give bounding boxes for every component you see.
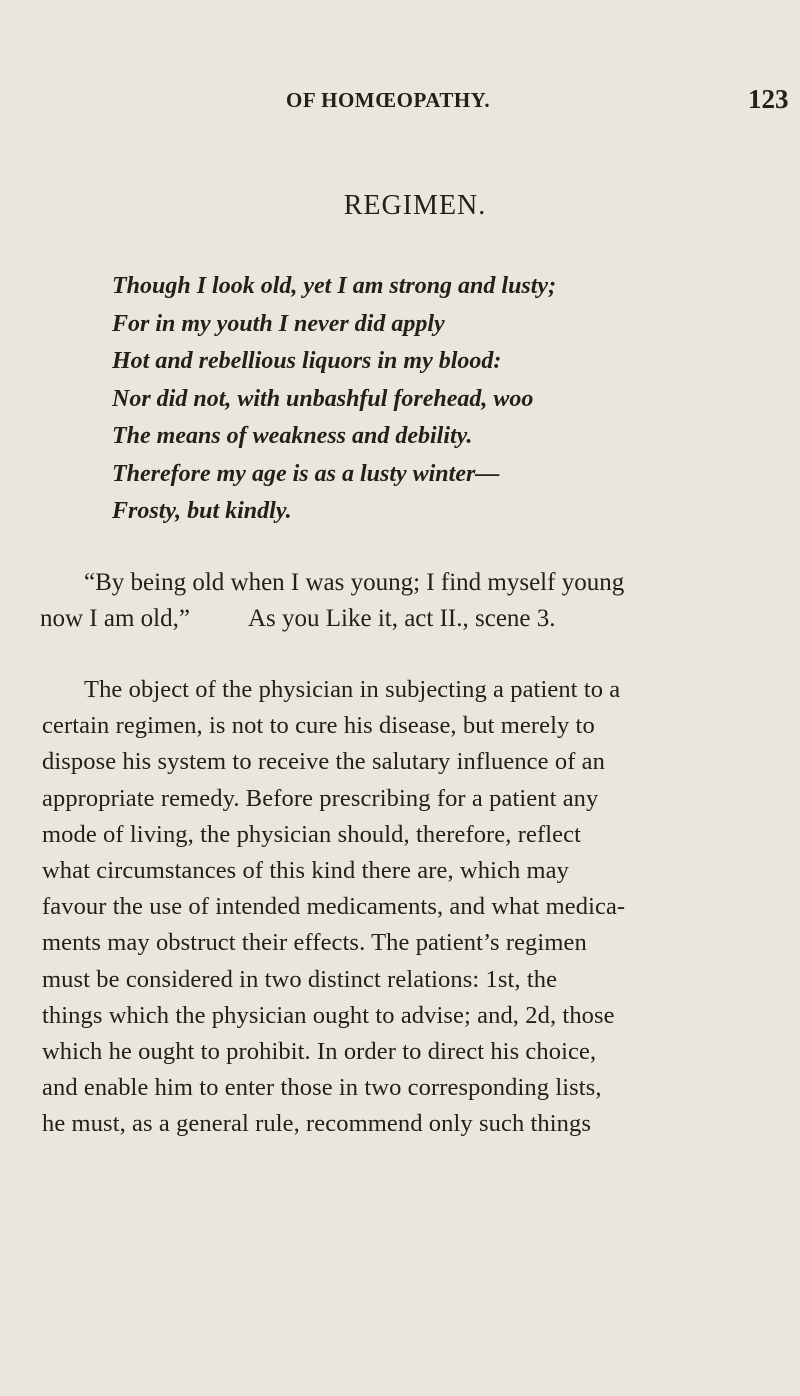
paragraph-line: mode of living, the physician should, therefore, reflect [42, 820, 581, 848]
paragraph-line: The object of the physician in subjecting a patient to a [84, 676, 621, 703]
quote-citation: As you Like it, act II., scene 3. [247, 605, 556, 632]
paragraph-line: ments may obstruct their effects. The patient’s regimen [42, 929, 587, 957]
quote-text: now I am old,” [40, 605, 190, 632]
quote-line: “By being old when I was young; I find myself young [84, 569, 625, 596]
paragraph-line: which he ought to prohibit. In order to direct his choice, [42, 1038, 597, 1066]
verse-epigraph [112, 268, 556, 531]
verse-line: For in my youth I never did apply [112, 310, 445, 337]
paragraph-line: things which the physician ought to advise; and, 2d, those [42, 1001, 615, 1029]
verse-line: Nor did not, with unbashful forehead, woo [112, 385, 534, 412]
verse-line: Therefore my age is as a lusty winter— [112, 460, 500, 487]
quote-line-with-citation [40, 601, 796, 637]
paragraph-line: appropriate remedy. Before prescribing for a patient any [42, 784, 599, 812]
paragraph-line: and enable him to enter those in two corresponding lists, [42, 1074, 602, 1102]
paragraph-line: he must, as a general rule, recommend only such things [42, 1110, 592, 1138]
verse-line: Though I look old, yet I am strong and lusty; [112, 273, 557, 299]
paragraph-line: dispose his system to receive the salutary influence of an [42, 748, 606, 776]
paragraph-line: certain regimen, is not to cure his disease, but merely to [42, 712, 595, 740]
page-number: 123 [748, 84, 789, 114]
paragraph-line: favour the use of intended medicaments, and what medica- [42, 893, 626, 921]
section-title: REGIMEN. [343, 190, 487, 221]
paragraph-line: must be considered in two distinct relations: 1st, the [42, 965, 558, 993]
verse-line: Hot and rebellious liquors in my blood: [112, 348, 502, 374]
paragraph-line: what circumstances of this kind there are, which may [42, 857, 570, 885]
verse-line: Frosty, but kindly. [112, 498, 292, 524]
running-title: OF HOMŒOPATHY. [286, 88, 491, 112]
body-paragraph [42, 672, 794, 1143]
epigraph-quote [40, 565, 796, 637]
running-head [0, 84, 800, 118]
verse-line: The means of weakness and debility. [112, 423, 473, 449]
